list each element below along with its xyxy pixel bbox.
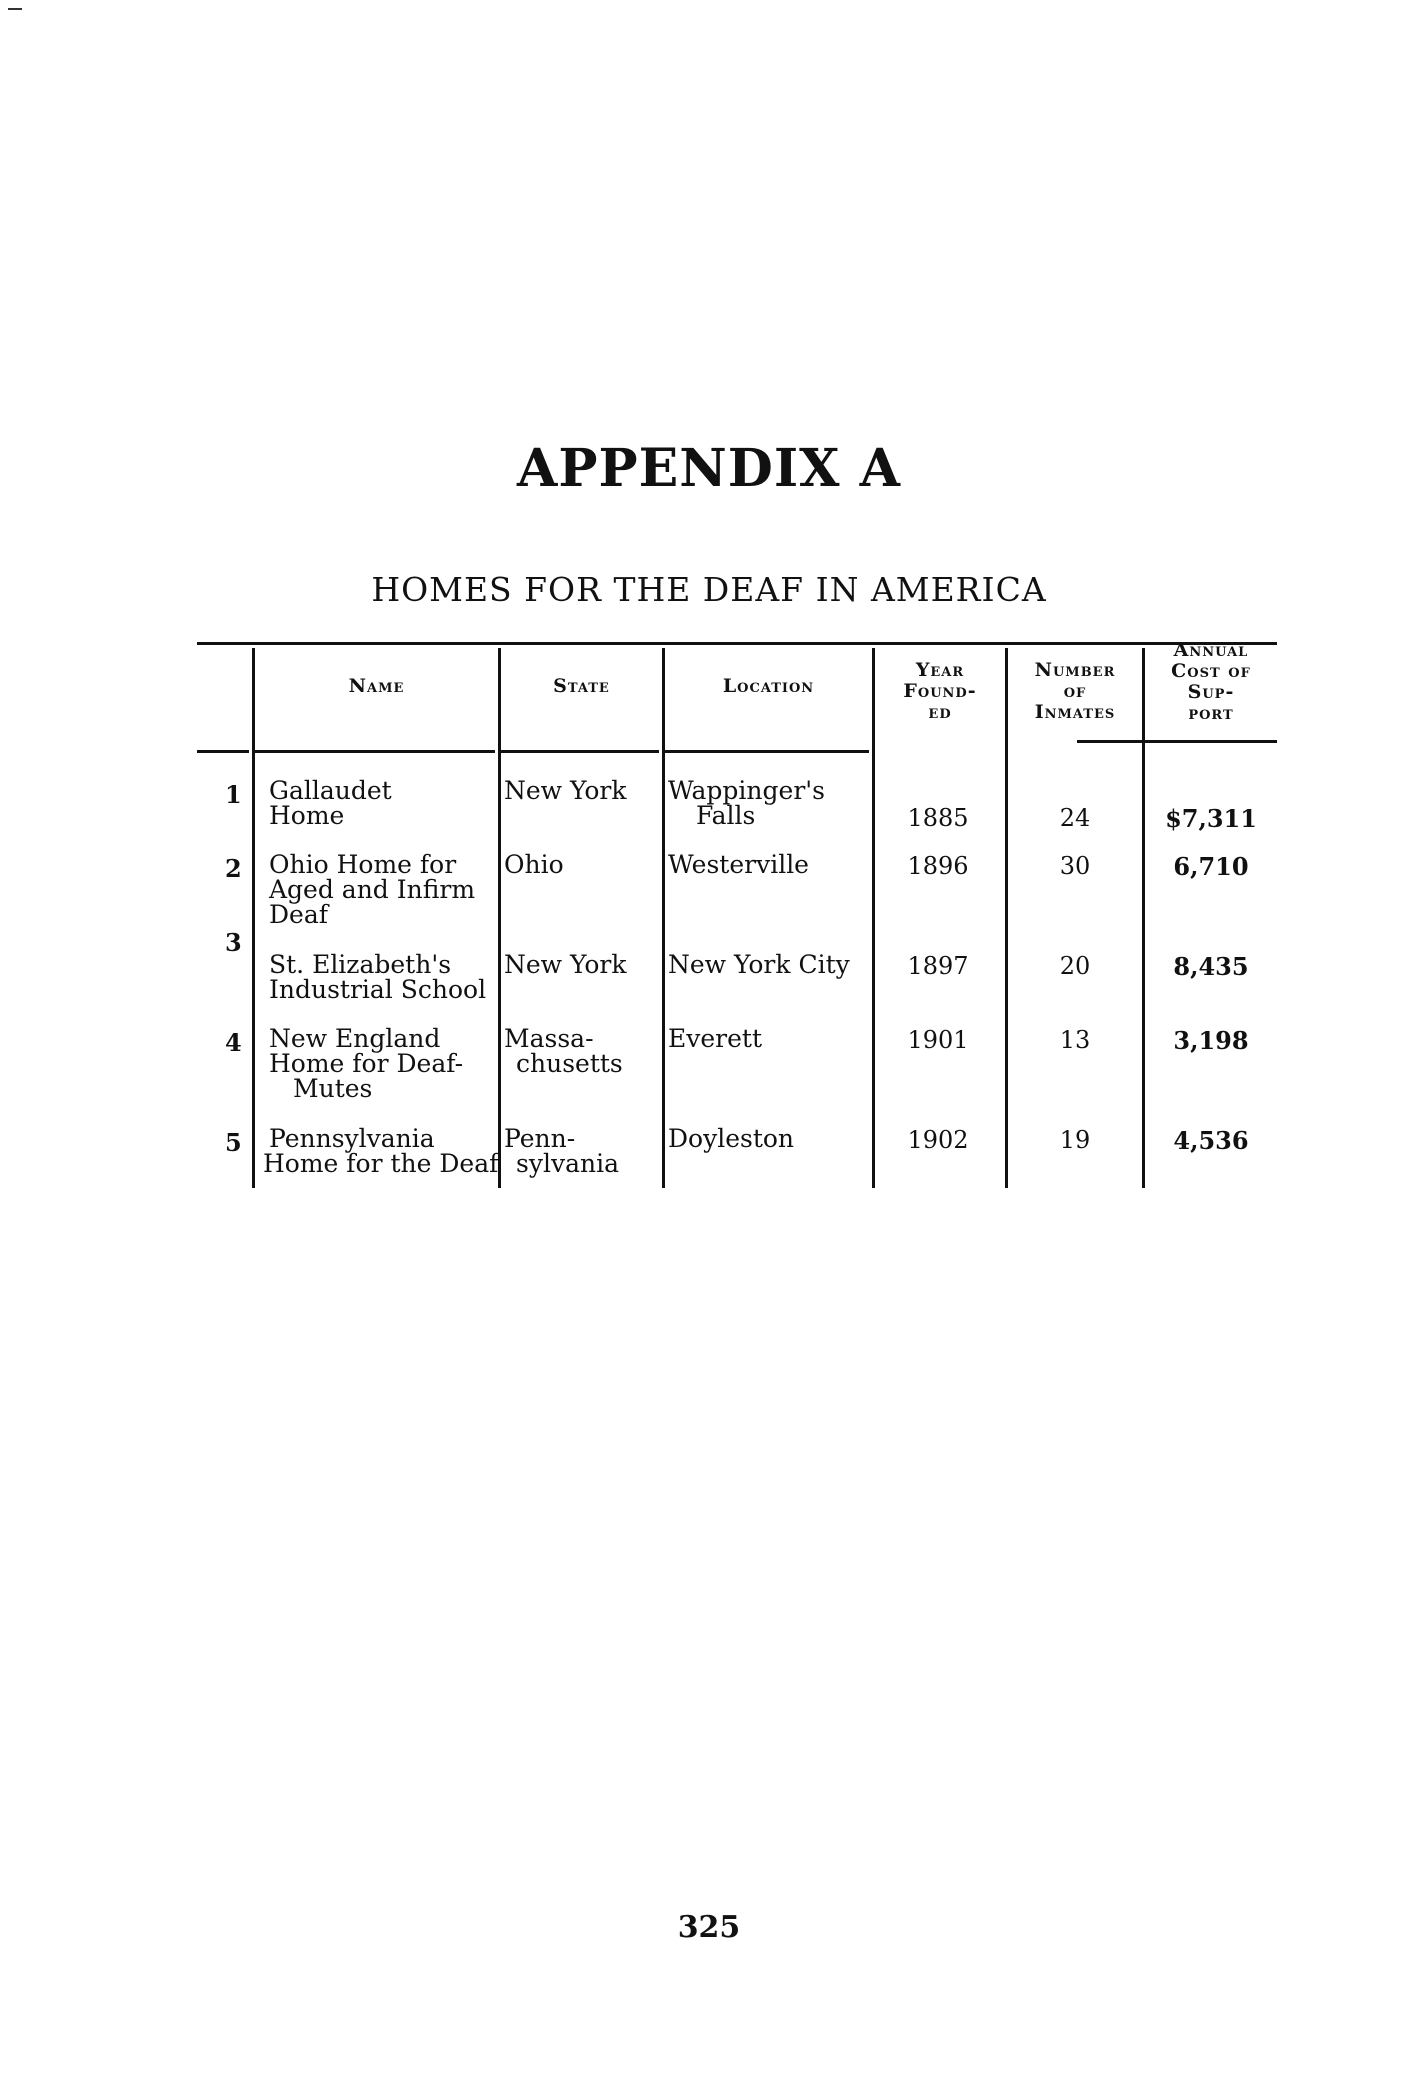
header-rule [197,750,249,753]
scan-mark [8,8,22,10]
header-cost-line: Annual [1173,639,1249,661]
column-rule [252,648,255,1188]
table-title: HOMES FOR THE DEAF IN AMERICA [371,570,1047,609]
row-year: 1897 [907,952,969,980]
row-name-line: New England [269,1024,441,1053]
row-cost: 6,710 [1173,852,1249,881]
header-state: State [553,675,610,697]
header-year [875,660,1005,723]
row-year: 1896 [907,852,969,880]
row-inmates: 19 [1059,1126,1091,1154]
header-location: Location [722,675,815,697]
column-rule [1142,648,1145,1188]
row-location: Westerville [668,850,809,879]
homes-table [197,634,1277,1194]
row-cost: $7,311 [1165,804,1257,833]
page-number: 325 [677,1910,741,1945]
row-location-line: Wappinger's [668,776,825,805]
row-name-line: Aged and Infirm [269,875,476,904]
header-rule [665,750,869,753]
appendix-title: APPENDIX A [517,438,901,499]
header-inmates-line: of [1063,680,1087,702]
row-location: Everett [668,1024,763,1053]
row-number: 1 [225,780,242,809]
row-year: 1885 [907,804,969,832]
header-year-line: Year [915,659,965,681]
row-name-line: St. Elizabeth's [269,950,452,979]
row-inmates: 20 [1059,952,1091,980]
row-location-line: Falls [696,801,756,830]
row-name-line: Deaf [269,900,328,929]
row-inmates: 24 [1059,804,1091,832]
row-state: Ohio [504,850,564,879]
row-state [504,1126,619,1176]
row-state-line: Penn- [504,1124,576,1153]
row-year: 1901 [907,1026,969,1054]
header-inmates [1008,660,1142,723]
row-name-line: Pennsylvania [269,1124,435,1153]
row-number: 3 [225,928,242,957]
header-year-line: Found- [903,680,977,702]
row-inmates: 13 [1059,1026,1091,1054]
row-location [668,778,825,828]
row-name-line: Gallaudet [269,776,392,805]
row-state-line: chusetts [516,1049,623,1078]
header-cost-line: port [1188,702,1234,724]
row-name [269,952,486,1002]
row-name-line: Home for the Deaf [263,1149,499,1178]
row-name [269,852,475,927]
row-name [263,1126,498,1176]
row-name-line: Home for Deaf- [269,1049,464,1078]
row-state-line: Massa- [504,1024,594,1053]
header-name: Name [348,675,405,697]
row-name [269,778,392,828]
header-rule [255,750,495,753]
header-cost-line: Sup- [1187,681,1235,703]
header-rule [1077,740,1277,743]
row-name-line: Industrial School [269,975,487,1004]
row-location: Doyleston [668,1124,795,1153]
row-inmates: 30 [1059,852,1091,880]
row-name-line: Ohio Home for [269,850,457,879]
row-cost: 3,198 [1173,1026,1249,1055]
row-number: 4 [225,1028,242,1057]
row-name [269,1026,463,1101]
row-location: New York City [668,950,850,979]
table-top-rule [197,642,1277,645]
header-cost [1145,640,1277,724]
header-inmates-line: Inmates [1034,701,1116,723]
row-cost: 8,435 [1173,952,1249,981]
row-number: 2 [225,854,242,883]
header-rule [501,750,659,753]
row-state [504,1026,623,1076]
row-number: 5 [225,1128,242,1157]
column-rule [872,648,875,1188]
header-cost-line: Cost of [1171,660,1251,682]
header-year-line: ed [928,701,952,723]
row-cost: 4,536 [1173,1126,1249,1155]
row-state: New York [504,950,627,979]
row-state-line: sylvania [516,1149,619,1178]
header-inmates-line: Number [1034,659,1116,681]
row-name-line: Home [269,801,345,830]
row-state: New York [504,776,627,805]
column-rule [662,648,665,1188]
column-rule [1005,648,1008,1188]
row-year: 1902 [907,1126,969,1154]
column-rule [498,648,501,1188]
row-name-line: Mutes [293,1074,373,1103]
